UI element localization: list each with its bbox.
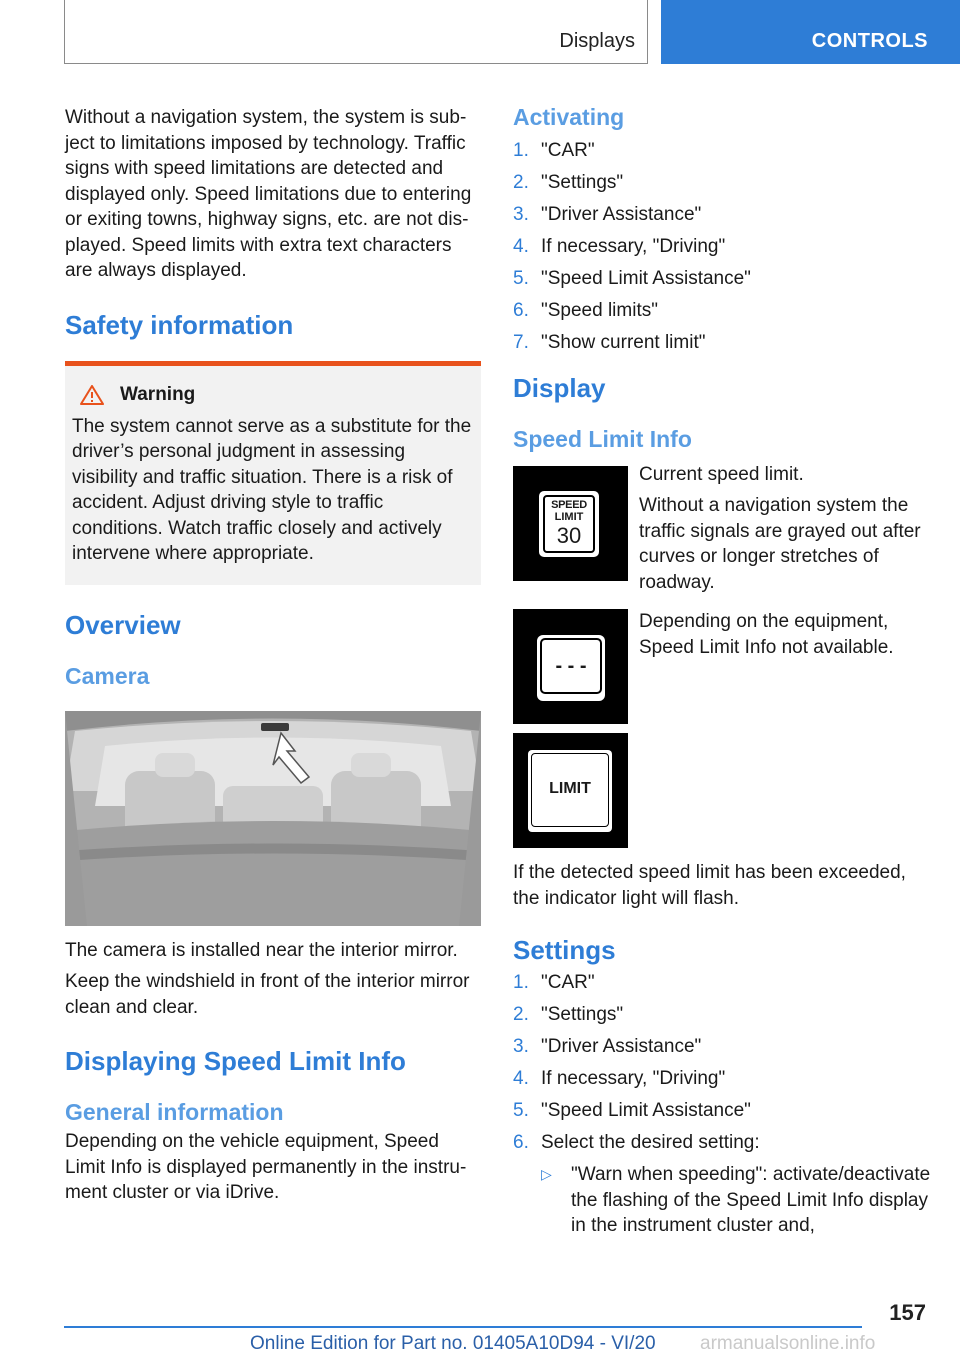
activating-steps xyxy=(513,138,933,356)
list-item-number: 3. xyxy=(513,1036,529,1057)
speed-limit-unavailable-sign xyxy=(513,609,628,724)
header-section-box xyxy=(64,0,648,64)
list-item-text: "Speed limits" xyxy=(541,300,658,321)
triangle-bullet-icon: ▷ xyxy=(541,1166,552,1182)
safety-heading: Safety information xyxy=(65,309,294,340)
header-chapter-tab xyxy=(661,0,960,64)
camera-text-2: Keep the windshield in front of the interior mirror clean and clear. xyxy=(65,971,470,1018)
list-item xyxy=(513,330,933,356)
list-item-number: 5. xyxy=(513,268,529,289)
unavailable-sign-dashes: - - - xyxy=(540,638,602,694)
list-item xyxy=(513,1034,933,1060)
list-item xyxy=(513,298,933,324)
list-item xyxy=(513,1098,933,1124)
sign2-description xyxy=(639,609,933,724)
list-item xyxy=(513,1130,933,1156)
warning-box xyxy=(65,361,481,585)
general-information-text: Depending on the vehicle equipment, Speed Limit Info is displayed permanently in the instrument cluster or via iDrive. xyxy=(65,1131,467,1203)
list-item-number: 7. xyxy=(513,332,529,353)
footer-watermark: armanualsonline.info xyxy=(700,1333,876,1354)
camera-location-illustration xyxy=(65,711,481,926)
speed-limit-info-heading: Speed Limit Info xyxy=(513,425,692,452)
speed-limit-sign-face xyxy=(539,491,599,557)
list-item xyxy=(513,202,933,228)
list-item-text: "Show current limit" xyxy=(541,332,706,353)
sign-row-current-limit xyxy=(513,462,933,596)
list-item-text: "Speed Limit Assistance" xyxy=(541,268,751,289)
list-item-text: If necessary, "Driving" xyxy=(541,236,726,257)
footer-divider xyxy=(64,1326,862,1328)
list-item-number: 4. xyxy=(513,236,529,257)
list-item-text: Select the desired setting: xyxy=(541,1132,760,1153)
camera-text-1: The camera is installed near the interior mirror. xyxy=(65,939,458,961)
list-item xyxy=(513,1002,933,1028)
list-item xyxy=(513,170,933,196)
list-item xyxy=(513,970,933,996)
speed-limit-sign-value: 30 xyxy=(556,522,582,548)
sign1-text-2: Without a navigation system the traffic signals are grayed out after curves or longer stretches of roadway. xyxy=(639,495,921,593)
header-section-label: Displays xyxy=(559,30,635,52)
warning-text: The system cannot serve as a substitute for the driver’s personal judgment in assessing visibility and traffic situation. There is a risk of accident. Adjust driving style to traffic conditions. Watch traffic closely and actively intervene where appropriate. xyxy=(72,415,472,564)
list-item-number: 6. xyxy=(513,300,529,321)
display-heading: Display xyxy=(513,372,606,403)
overview-heading: Overview xyxy=(65,609,181,640)
sign1-description xyxy=(639,462,933,596)
speed-limit-sign-line1: SPEED xyxy=(551,498,587,511)
sign2-text: Depending on the equipment, Speed Limit Info not available. xyxy=(639,611,894,658)
activating-heading: Activating xyxy=(513,104,625,130)
list-item-text: "Speed Limit Assistance" xyxy=(541,1100,751,1121)
speed-limit-sign-line2: LIMIT xyxy=(554,510,584,523)
exceeded-text: If the detected speed limit has been exceeded, the indicator light will flash. xyxy=(513,862,906,909)
list-item-text: "Settings" xyxy=(541,172,624,193)
list-item xyxy=(513,234,933,260)
car-interior-image xyxy=(65,711,481,926)
list-item-number: 2. xyxy=(513,1004,529,1025)
camera-heading: Camera xyxy=(65,662,150,689)
list-item-number: 1. xyxy=(513,972,529,993)
list-item-text: "CAR" xyxy=(541,972,595,993)
limit-sign-face xyxy=(528,750,612,832)
displaying-heading: Displaying Speed Limit Info xyxy=(65,1046,406,1076)
list-item-text: "CAR" xyxy=(541,140,595,161)
warning-title xyxy=(72,384,475,406)
list-item xyxy=(513,138,933,164)
list-item-text: "Settings" xyxy=(541,1004,624,1025)
intro-paragraph: Without a navigation system, the system is subject to limitations imposed by technology. Traffic signs with speed limitations are detected and displayed only. Speed limitations due to entering or exiting towns, highway signs, etc. are not displayed. Speed limits with extra text characters are always displayed. xyxy=(65,107,472,281)
unavailable-sign-face xyxy=(537,635,605,701)
list-item xyxy=(513,266,933,292)
list-item-number: 2. xyxy=(513,172,529,193)
right-column xyxy=(513,100,933,1239)
limit-indicator-sign xyxy=(513,733,628,848)
warning-triangle-icon xyxy=(80,385,104,405)
general-information-heading: General information xyxy=(65,1099,284,1125)
warning-title-text: Warning xyxy=(120,383,196,405)
list-item-text: "Driver Assistance" xyxy=(541,204,702,225)
left-column xyxy=(65,100,481,1206)
sign-row-not-available xyxy=(513,609,933,724)
settings-heading: Settings xyxy=(513,935,616,965)
list-item-number: 1. xyxy=(513,140,529,161)
list-item-text: If necessary, "Driving" xyxy=(541,1068,726,1089)
header-chapter-label: CONTROLS xyxy=(811,30,928,52)
settings-sub-text: "Warn when speeding": activate/deactivate the flashing of the Speed Limit Info display in the instrument cluster and, xyxy=(571,1164,931,1236)
list-item-number: 5. xyxy=(513,1100,529,1121)
sign1-text-1: Current speed limit. xyxy=(639,463,804,485)
sign-row-limit xyxy=(513,733,933,848)
settings-steps xyxy=(513,970,933,1156)
footer-edition: Online Edition for Part no. 01405A10D94 - VI/20 xyxy=(250,1333,656,1354)
list-item-text: "Driver Assistance" xyxy=(541,1036,702,1057)
speed-limit-30-sign xyxy=(513,466,628,581)
page-number: 157 xyxy=(889,1300,926,1325)
limit-sign-label: LIMIT xyxy=(531,753,609,827)
list-item-number: 3. xyxy=(513,204,529,225)
list-item xyxy=(513,1066,933,1092)
list-item-number: 6. xyxy=(513,1132,529,1153)
list-item-number: 4. xyxy=(513,1068,529,1089)
settings-sub-item xyxy=(541,1162,933,1239)
